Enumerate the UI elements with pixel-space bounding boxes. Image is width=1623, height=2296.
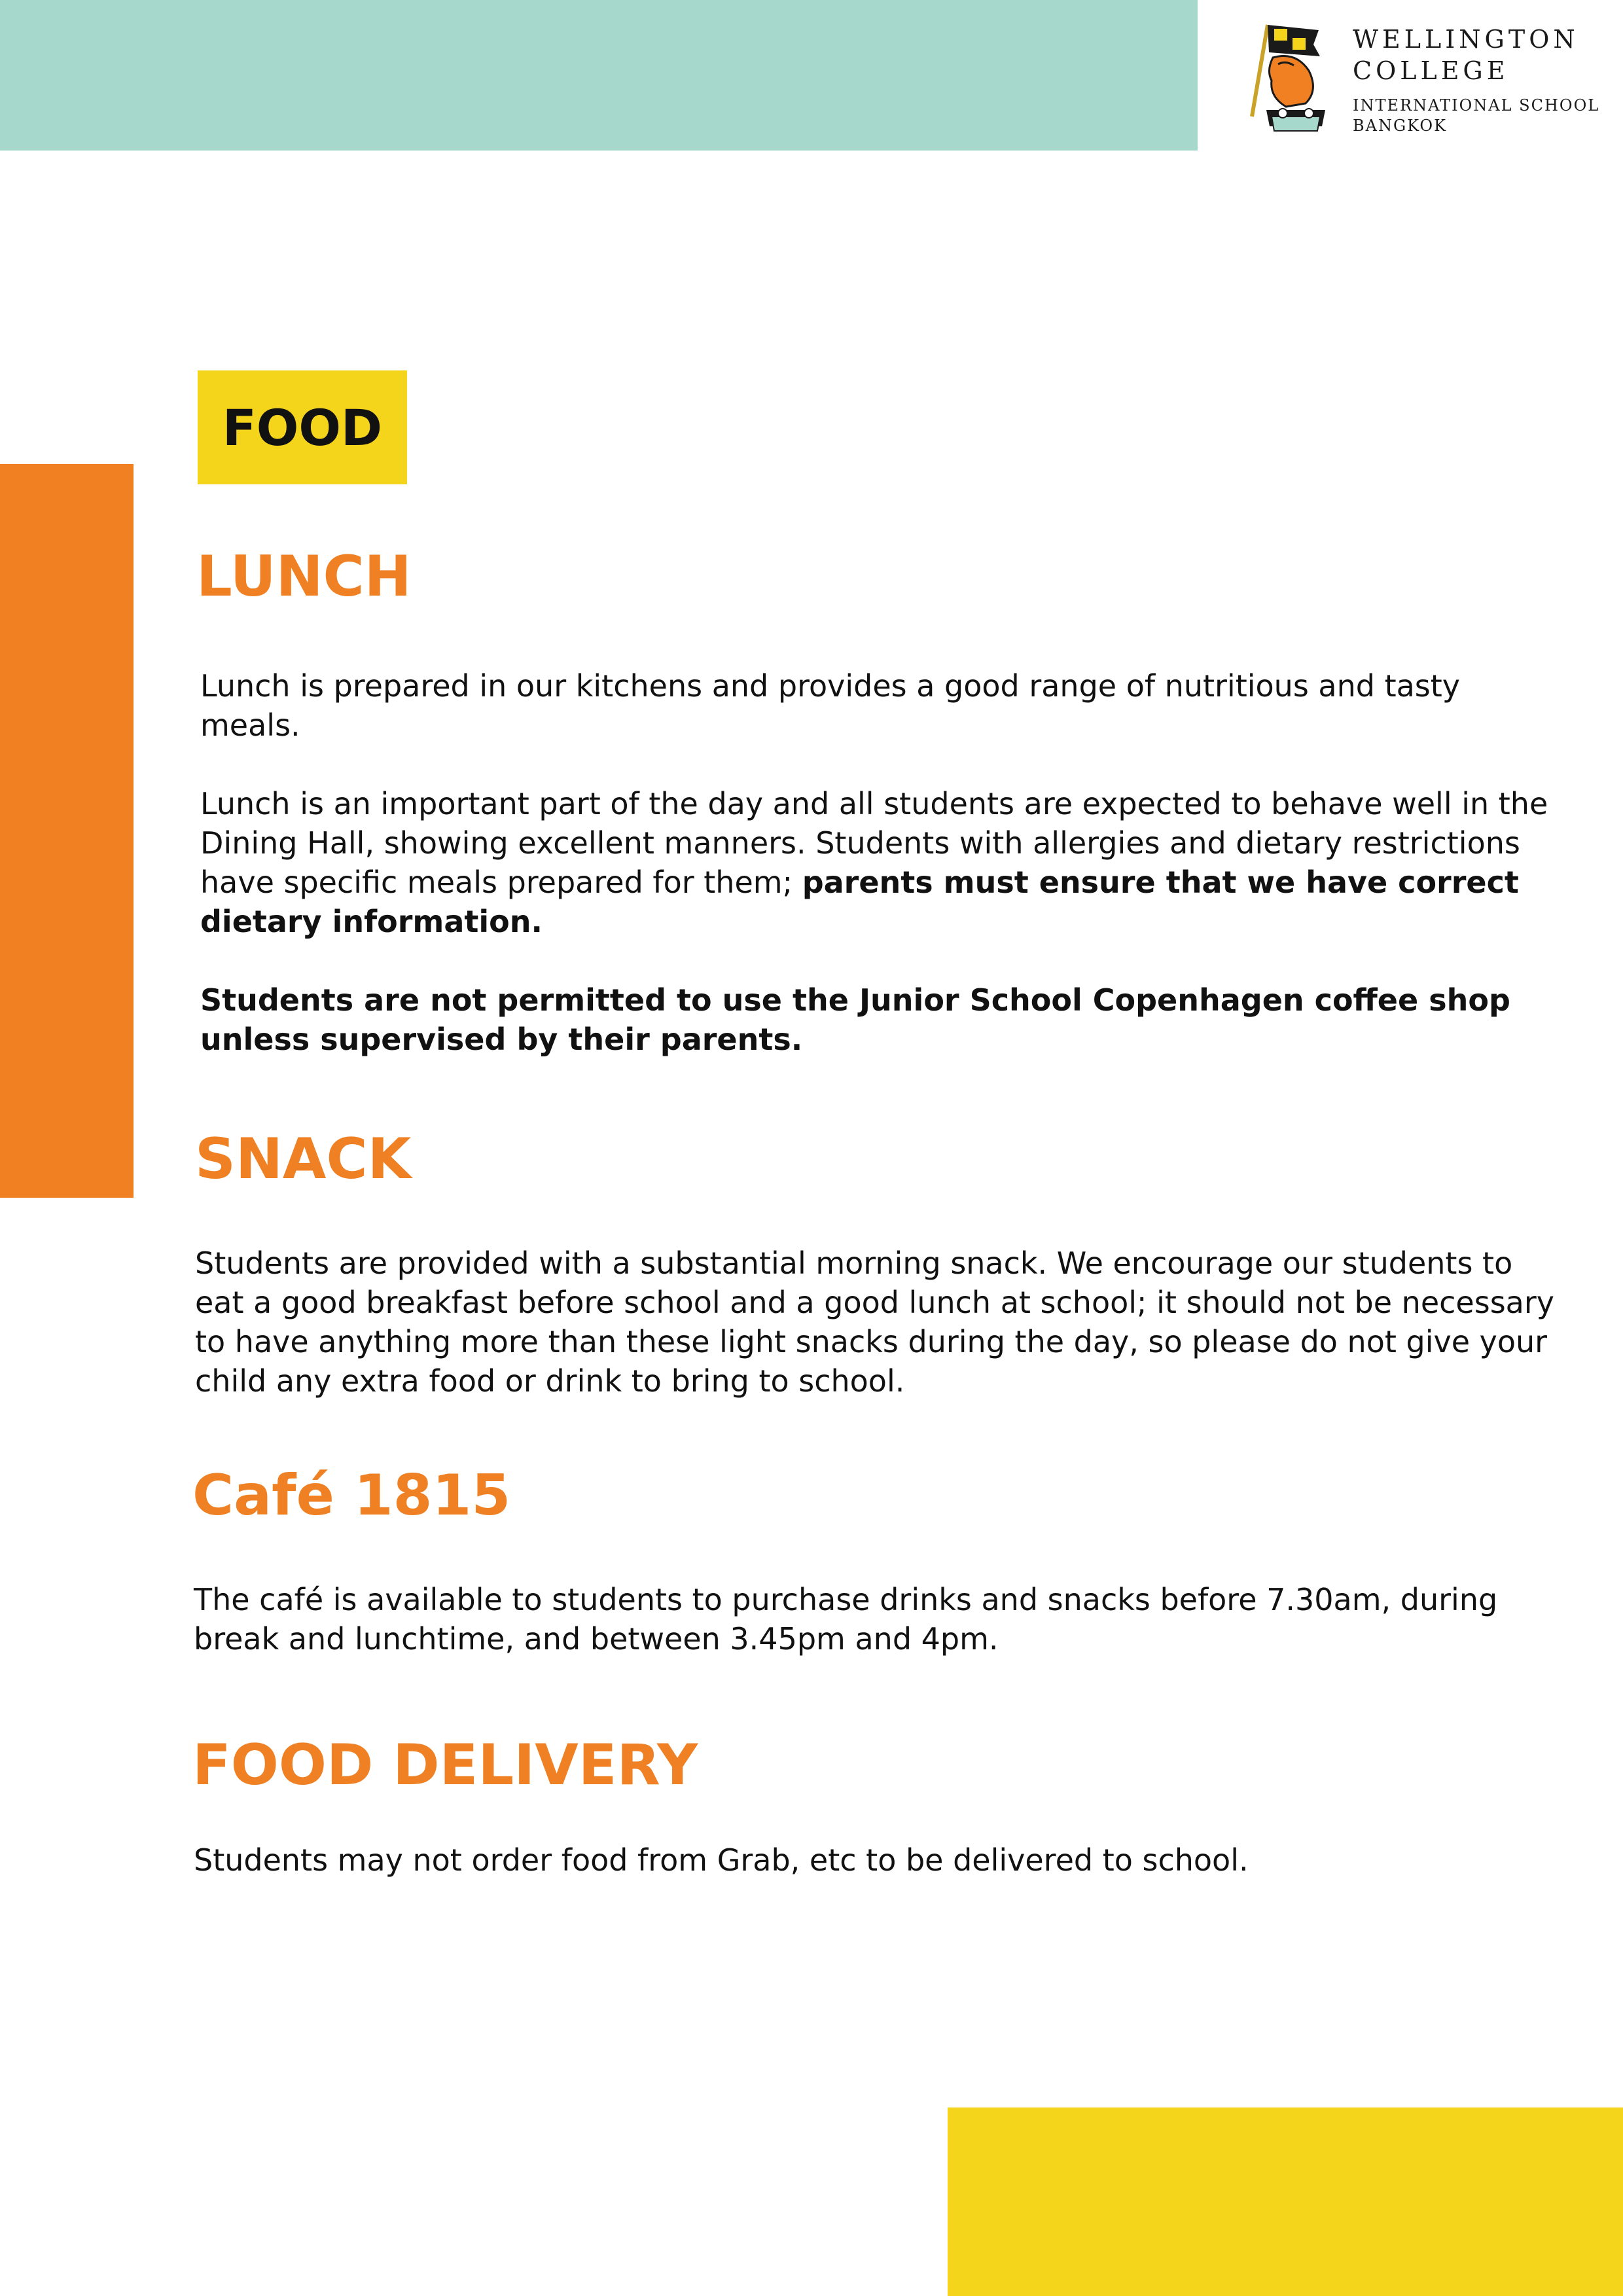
food-delivery-title: FOOD DELIVERY <box>192 1732 698 1798</box>
logo-wordmark <box>1353 24 1599 136</box>
logo-line-wellington: WELLINGTON <box>1353 25 1579 54</box>
footer-accent-block <box>948 2108 1623 2296</box>
crest-icon <box>1240 18 1338 136</box>
lunch-paragraph-1: Lunch is prepared in our kitchens and provides a good range of nutritious and tasty meals. <box>200 668 1461 743</box>
logo-line-bangkok: BANGKOK <box>1353 117 1448 135</box>
lunch-coffee-shop-notice: Students are not permitted to use the Junior School Copenhagen coffee shop unless supervised by their parents. <box>200 982 1510 1057</box>
food-delivery-paragraph: Students may not order food from Grab, etc to be delivered to school. <box>194 1842 1249 1878</box>
school-logo <box>1240 18 1600 139</box>
logo-line-international-school: INTERNATIONAL SCHOOL <box>1353 96 1600 115</box>
page-tag-label: FOOD <box>222 398 383 457</box>
lunch-paragraph-2 <box>200 784 1561 941</box>
lunch-title: LUNCH <box>196 544 412 609</box>
header-band <box>0 0 1198 151</box>
snack-paragraph: Students are provided with a substantial morning snack. We encourage our students to eat a good breakfast before school and a good lunch at school; it should not be necessary to have anything more than these light snacks during the day, so please do not give your child any extra food or drink to bring to school. <box>195 1246 1554 1399</box>
side-accent-band <box>0 464 134 1198</box>
lunch-paragraph-2-text: Lunch is an important part of the day and all students are expected to behave well in the Dining Hall, showing excellent manners. Students with allergies and dietary restrictions have specific meals prepared for them; <box>200 786 1548 900</box>
cafe-paragraph: The café is available to students to purchase drinks and snacks before 7.30am, during break and lunchtime, and between 3.45pm and 4pm. <box>194 1582 1498 1657</box>
lunch-dietary-notice: parents must ensure that we have correct dietary information. <box>200 865 1519 939</box>
logo-line-college: COLLEGE <box>1353 56 1509 85</box>
snack-title: SNACK <box>195 1126 412 1192</box>
cafe-title: Café 1815 <box>192 1463 511 1528</box>
page-tag-box <box>198 370 407 484</box>
